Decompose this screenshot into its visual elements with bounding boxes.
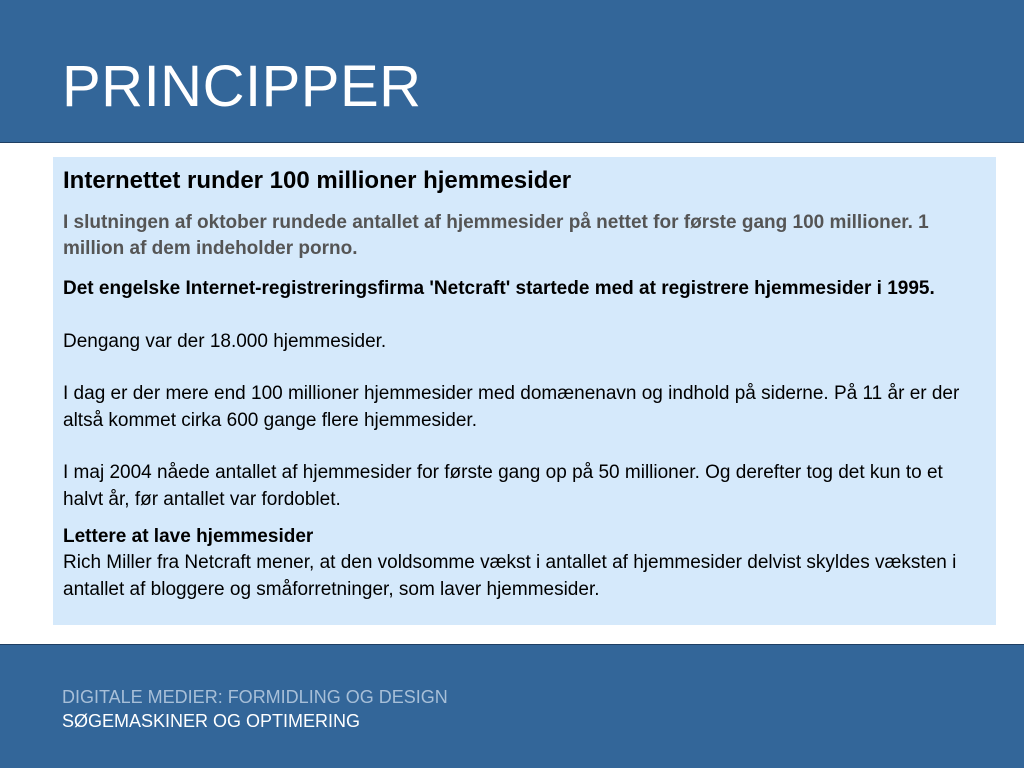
paragraph-today: I dag er der mere end 100 millioner hjemmesider med domænenavn og indhold på siderne. På 11 år er der altså kommet cirka 600 gange flere hjemmesider. — [63, 383, 960, 431]
article-heading: Internettet runder 100 millioner hjemmesider — [63, 167, 572, 194]
spacer — [63, 303, 986, 329]
paragraph-rich-miller: Rich Miller fra Netcraft mener, at den voldsomme vækst i antallet af hjemmesider delvist skyldes væksten i antallet af bloggere og småforretninger, som laver hjemmesider. — [63, 552, 957, 600]
footer-bar — [0, 644, 1024, 768]
spacer — [63, 434, 986, 460]
content-box — [53, 157, 996, 625]
spacer — [63, 514, 986, 524]
course-title: DIGITALE MEDIER: FORMIDLING OG DESIGN — [62, 687, 448, 707]
spacer — [63, 355, 986, 381]
paragraph-netcraft: Det engelske Internet-registreringsfirma 'Netcraft' startede med at registrere hjemmesider i 1995. — [63, 277, 935, 299]
subheading: Lettere at lave hjemmesider — [63, 525, 314, 547]
lecture-title: SØGEMASKINER OG OPTIMERING — [62, 711, 361, 731]
title-bar — [0, 0, 1024, 143]
paragraph-1995-count: Dengang var der 18.000 hjemmesider. — [63, 330, 387, 352]
paragraph-2004: I maj 2004 nåede antallet af hjemmesider for første gang op på 50 millioner. Og derefter tog det kun to et halvt år, før antallet var fordoblet. — [63, 462, 943, 510]
article-lead: I slutningen af oktober rundede antallet af hjemmesider på nettet for første gang 100 millioner. 1 million af dem indeholder porno. — [63, 211, 929, 260]
slide-title: PRINCIPPER — [62, 54, 422, 119]
